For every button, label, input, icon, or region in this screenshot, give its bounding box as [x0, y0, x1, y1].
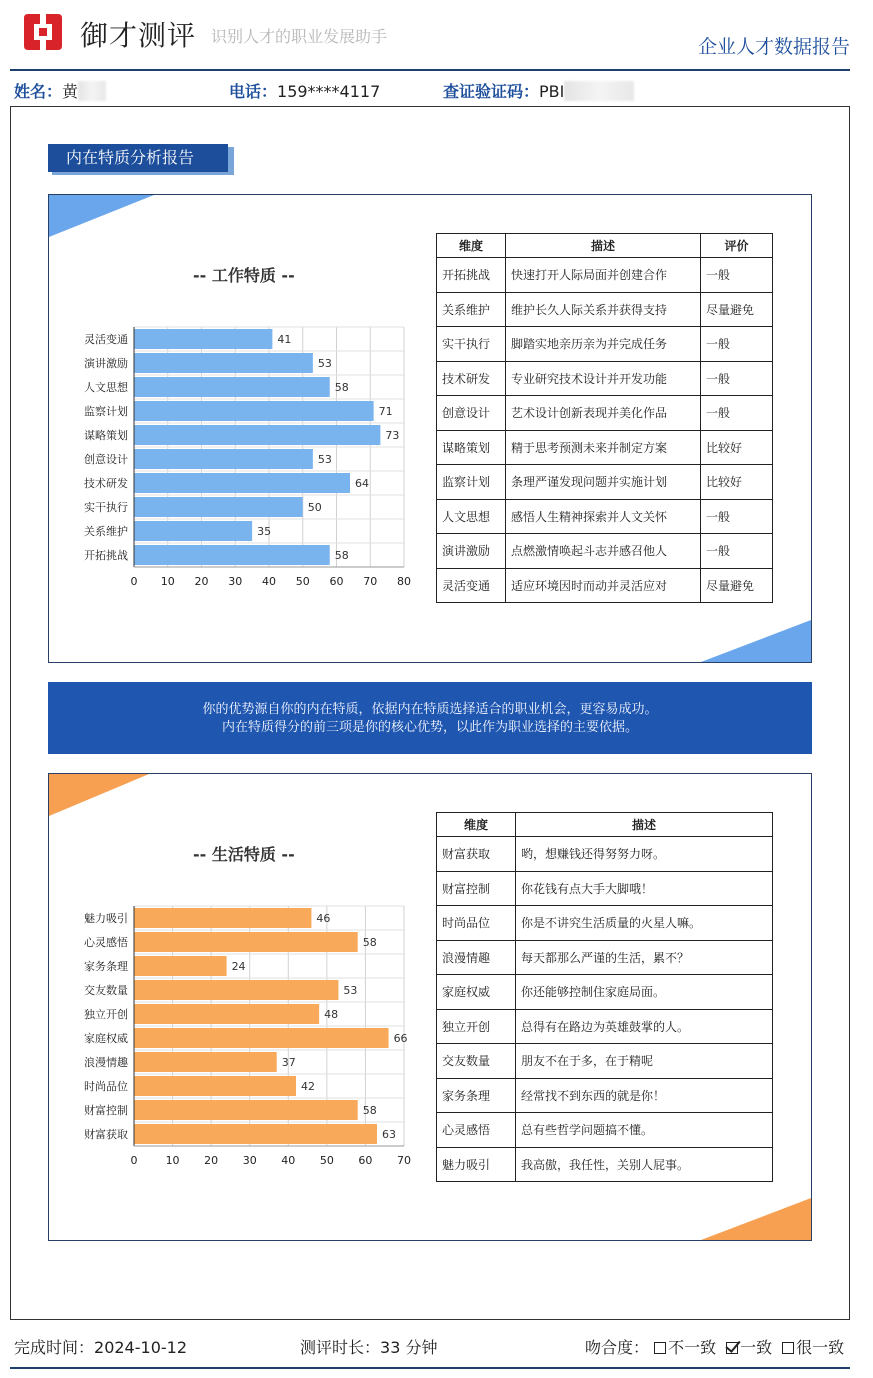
table-row — [437, 327, 773, 362]
data-label: 35 — [257, 525, 272, 538]
duration-value: 33 分钟 — [380, 1338, 438, 1357]
logo-icon — [22, 14, 64, 50]
name-value: 黄 — [62, 82, 79, 101]
time-value: 2024-10-12 — [94, 1338, 187, 1357]
brand-name: 御才测评 — [80, 19, 197, 52]
bar — [134, 401, 374, 421]
data-label: 50 — [307, 501, 322, 514]
match-option[interactable] — [654, 1338, 716, 1357]
category-label: 财富获取 — [84, 1128, 128, 1141]
data-label: 63 — [382, 1128, 396, 1141]
data-label: 53 — [317, 357, 332, 370]
name-redaction — [78, 81, 106, 101]
tick-label: 0 — [130, 575, 138, 588]
category-label: 监察计划 — [84, 405, 128, 418]
bar — [134, 425, 380, 445]
table-cell-dim: 魅力吸引 — [437, 1147, 516, 1182]
table-row — [437, 906, 773, 941]
table-cell-desc: 总得有在路边为英雄鼓掌的人。 — [516, 1009, 773, 1044]
data-label: 48 — [324, 1008, 339, 1021]
completion-time — [14, 1335, 187, 1358]
table-cell-dim: 时尚品位 — [437, 906, 516, 941]
bar — [134, 473, 350, 493]
name-field — [14, 79, 106, 102]
match-option[interactable] — [782, 1338, 844, 1357]
bar — [134, 1028, 389, 1048]
bar — [134, 353, 313, 373]
category-label: 独立开创 — [84, 1008, 128, 1021]
match-label: 吻合度： — [585, 1338, 650, 1357]
tick-label: 30 — [242, 1154, 257, 1167]
tick-label: 40 — [281, 1154, 296, 1167]
option-label: 不一致 — [668, 1338, 717, 1357]
data-label: 37 — [281, 1056, 296, 1069]
table-row — [437, 534, 773, 569]
tick-label: 10 — [165, 1154, 180, 1167]
bar — [134, 1076, 296, 1096]
table-cell-rate: 尽量避免 — [701, 568, 773, 603]
category-label: 时尚品位 — [84, 1080, 128, 1093]
bar — [134, 449, 313, 469]
bar — [134, 377, 330, 397]
category-label: 创意设计 — [84, 453, 128, 466]
bar — [134, 1052, 277, 1072]
corner-decoration-icon — [49, 774, 159, 816]
table-row — [437, 940, 773, 975]
time-label: 完成时间： — [14, 1338, 95, 1357]
table-cell-desc: 艺术设计创新表现并美化作品 — [506, 396, 701, 431]
category-label: 技术研发 — [84, 477, 128, 490]
tick-label: 60 — [358, 1154, 373, 1167]
name-label: 姓名： — [14, 82, 63, 101]
bar — [134, 932, 358, 952]
category-label: 实干执行 — [84, 501, 128, 514]
banner-line: 内在特质得分的前三项是你的核心优势，以此作为职业选择的主要依据。 — [221, 720, 638, 735]
data-label: 53 — [343, 984, 358, 997]
tick-label: 30 — [228, 575, 243, 588]
data-label: 58 — [362, 936, 377, 949]
table-cell-rate: 一般 — [701, 327, 773, 362]
corner-decoration-icon — [49, 195, 159, 237]
table-cell-desc: 精于思考预测未来并制定方案 — [506, 430, 701, 465]
test-duration — [300, 1335, 437, 1358]
table-cell-desc: 条理严谨发现问题并实施计划 — [506, 465, 701, 500]
table-cell-dim: 人文思想 — [437, 499, 506, 534]
table-cell-dim: 心灵感悟 — [437, 1113, 516, 1148]
life-chart-title: -- 生活特质 -- — [193, 845, 295, 864]
table-cell-dim: 创意设计 — [437, 396, 506, 431]
data-label: 66 — [393, 1032, 408, 1045]
tick-label: 40 — [262, 575, 276, 588]
table-cell-rate: 一般 — [701, 499, 773, 534]
report-title: 企业人才数据报告 — [697, 36, 850, 58]
category-label: 浪漫情趣 — [84, 1056, 128, 1069]
category-label: 谋略策划 — [84, 429, 128, 442]
table-row — [437, 1147, 773, 1182]
table-row — [437, 430, 773, 465]
advice-banner — [48, 682, 812, 754]
brand-slogan: 识别人才的职业发展助手 — [211, 27, 388, 46]
phone-value: 159****4117 — [277, 82, 381, 101]
corner-decoration-icon — [701, 620, 811, 662]
table-cell-dim: 开拓挑战 — [437, 258, 506, 293]
table-cell-rate: 比较好 — [701, 430, 773, 465]
table-row — [437, 975, 773, 1010]
tick-label: 0 — [130, 1154, 138, 1167]
bar — [134, 521, 252, 541]
bar — [134, 956, 227, 976]
table-cell-desc: 经常找不到东西的就是你！ — [516, 1078, 773, 1113]
table-cell-desc: 点燃激情唤起斗志并感召他人 — [506, 534, 701, 569]
work-traits-chart — [69, 317, 419, 597]
bar — [134, 1004, 319, 1024]
tick-label: 60 — [329, 575, 344, 588]
bar — [134, 329, 272, 349]
column-header: 评价 — [701, 234, 773, 258]
category-label: 心灵感悟 — [84, 936, 128, 949]
table-row — [437, 292, 773, 327]
category-label: 家务条理 — [84, 960, 128, 973]
table-row — [437, 258, 773, 293]
life-traits-chart — [69, 896, 419, 1176]
tick-label: 80 — [397, 575, 411, 588]
table-cell-desc: 你花钱有点大手大脚哦！ — [516, 871, 773, 906]
table-cell-dim: 家务条理 — [437, 1078, 516, 1113]
data-label: 71 — [378, 405, 393, 418]
table-cell-dim: 演讲激励 — [437, 534, 506, 569]
table-cell-desc: 我高傲，我任性，关别人屁事。 — [516, 1147, 773, 1182]
table-cell-desc: 你还能够控制住家庭局面。 — [516, 975, 773, 1010]
table-cell-dim: 交友数量 — [437, 1044, 516, 1079]
column-header: 描述 — [516, 813, 773, 837]
candidate-info — [14, 79, 854, 101]
table-row — [437, 871, 773, 906]
table-cell-desc: 朋友不在于多，在于精呢 — [516, 1044, 773, 1079]
corner-decoration-icon — [701, 1198, 811, 1240]
category-label: 灵活变通 — [84, 333, 128, 346]
table-cell-dim: 灵活变通 — [437, 568, 506, 603]
category-label: 开拓挑战 — [84, 549, 128, 562]
tick-label: 20 — [194, 575, 209, 588]
table-cell-dim: 实干执行 — [437, 327, 506, 362]
table-cell-desc: 维护长久人际关系并获得支持 — [506, 292, 701, 327]
data-label: 58 — [334, 549, 349, 562]
match-degree — [585, 1335, 854, 1358]
category-label: 关系维护 — [84, 525, 128, 538]
bar — [134, 1124, 377, 1144]
phone-field — [229, 79, 380, 102]
life-traits-table — [436, 812, 773, 1182]
table-cell-dim: 关系维护 — [437, 292, 506, 327]
table-cell-dim: 财富获取 — [437, 837, 516, 872]
table-cell-desc: 哟，想赚钱还得努努力呀。 — [516, 837, 773, 872]
footer-divider — [10, 1367, 850, 1369]
table-cell-desc: 适应环境因时而动并灵活应对 — [506, 568, 701, 603]
life-traits-panel — [48, 773, 812, 1241]
column-header: 维度 — [437, 234, 506, 258]
checked-checkbox-icon[interactable] — [726, 1342, 738, 1354]
data-label: 58 — [334, 381, 349, 394]
section-tab — [48, 144, 234, 175]
table-cell-rate: 一般 — [701, 258, 773, 293]
tick-label: 10 — [160, 575, 175, 588]
code-redaction — [564, 81, 634, 101]
category-label: 演讲激励 — [84, 357, 128, 370]
table-row — [437, 361, 773, 396]
bar — [134, 497, 303, 517]
table-cell-rate: 一般 — [701, 396, 773, 431]
table-cell-dim: 家庭权威 — [437, 975, 516, 1010]
table-row — [437, 1044, 773, 1079]
table-header-row — [437, 234, 773, 258]
table-cell-desc: 快速打开人际局面并创建合作 — [506, 258, 701, 293]
category-label: 人文思想 — [84, 381, 128, 394]
code-label: 查证验证码： — [443, 82, 540, 101]
data-label: 24 — [231, 960, 246, 973]
bar — [134, 908, 311, 928]
category-label: 交友数量 — [84, 984, 128, 997]
checkbox-icon[interactable] — [782, 1342, 794, 1354]
data-label: 58 — [362, 1104, 377, 1117]
table-row — [437, 1113, 773, 1148]
header-divider — [10, 69, 850, 71]
table-row — [437, 837, 773, 872]
table-cell-dim: 财富控制 — [437, 871, 516, 906]
tick-label: 70 — [397, 1154, 411, 1167]
checkbox-icon[interactable] — [654, 1342, 666, 1354]
table-cell-dim: 监察计划 — [437, 465, 506, 500]
table-cell-desc: 脚踏实地亲历亲为并完成任务 — [506, 327, 701, 362]
table-cell-rate: 一般 — [701, 534, 773, 569]
table-row — [437, 1009, 773, 1044]
column-header: 维度 — [437, 813, 516, 837]
table-header-row — [437, 813, 773, 837]
work-chart-title: -- 工作特质 -- — [193, 266, 295, 285]
table-cell-dim: 独立开创 — [437, 1009, 516, 1044]
data-label: 42 — [301, 1080, 315, 1093]
banner-line: 你的优势源自你的内在特质，依据内在特质选择适合的职业机会，更容易成功。 — [202, 702, 658, 717]
data-label: 53 — [317, 453, 332, 466]
table-row — [437, 499, 773, 534]
data-label: 46 — [316, 912, 331, 925]
table-cell-rate: 比较好 — [701, 465, 773, 500]
table-cell-desc: 每天都那么严谨的生活，累不？ — [516, 940, 773, 975]
table-cell-desc: 感悟人生精神探索并人文关怀 — [506, 499, 701, 534]
table-cell-dim: 谋略策划 — [437, 430, 506, 465]
option-label: 很一致 — [796, 1338, 845, 1357]
tick-label: 20 — [204, 1154, 219, 1167]
column-header: 描述 — [506, 234, 701, 258]
bar — [134, 1100, 358, 1120]
tick-label: 50 — [295, 575, 310, 588]
table-row — [437, 1078, 773, 1113]
category-label: 财富控制 — [84, 1104, 128, 1117]
table-row — [437, 396, 773, 431]
work-traits-panel — [48, 194, 812, 663]
tick-label: 70 — [363, 575, 378, 588]
table-cell-dim: 浪漫情趣 — [437, 940, 516, 975]
code-value: PBI — [539, 82, 565, 101]
work-traits-table — [436, 233, 773, 603]
tick-label: 50 — [319, 1154, 334, 1167]
table-cell-dim: 技术研发 — [437, 361, 506, 396]
category-label: 家庭权威 — [84, 1032, 128, 1045]
section-title: 内在特质分析报告 — [48, 144, 228, 172]
data-label: 73 — [385, 429, 400, 442]
data-label: 41 — [277, 333, 292, 346]
category-label: 魅力吸引 — [84, 912, 128, 925]
table-cell-rate: 尽量避免 — [701, 292, 773, 327]
table-cell-desc: 你是不讲究生活质量的火星人嘛。 — [516, 906, 773, 941]
bar — [134, 980, 338, 1000]
table-cell-rate: 一般 — [701, 361, 773, 396]
verification-code-field — [443, 79, 634, 102]
phone-label: 电话： — [229, 82, 278, 101]
table-cell-desc: 总有些哲学问题搞不懂。 — [516, 1113, 773, 1148]
table-row — [437, 568, 773, 603]
table-row — [437, 465, 773, 500]
duration-label: 测评时长： — [300, 1338, 381, 1357]
option-label: 一致 — [740, 1338, 773, 1357]
table-cell-desc: 专业研究技术设计并开发功能 — [506, 361, 701, 396]
match-option[interactable] — [726, 1338, 772, 1357]
data-label: 64 — [355, 477, 369, 490]
bar — [134, 545, 330, 565]
